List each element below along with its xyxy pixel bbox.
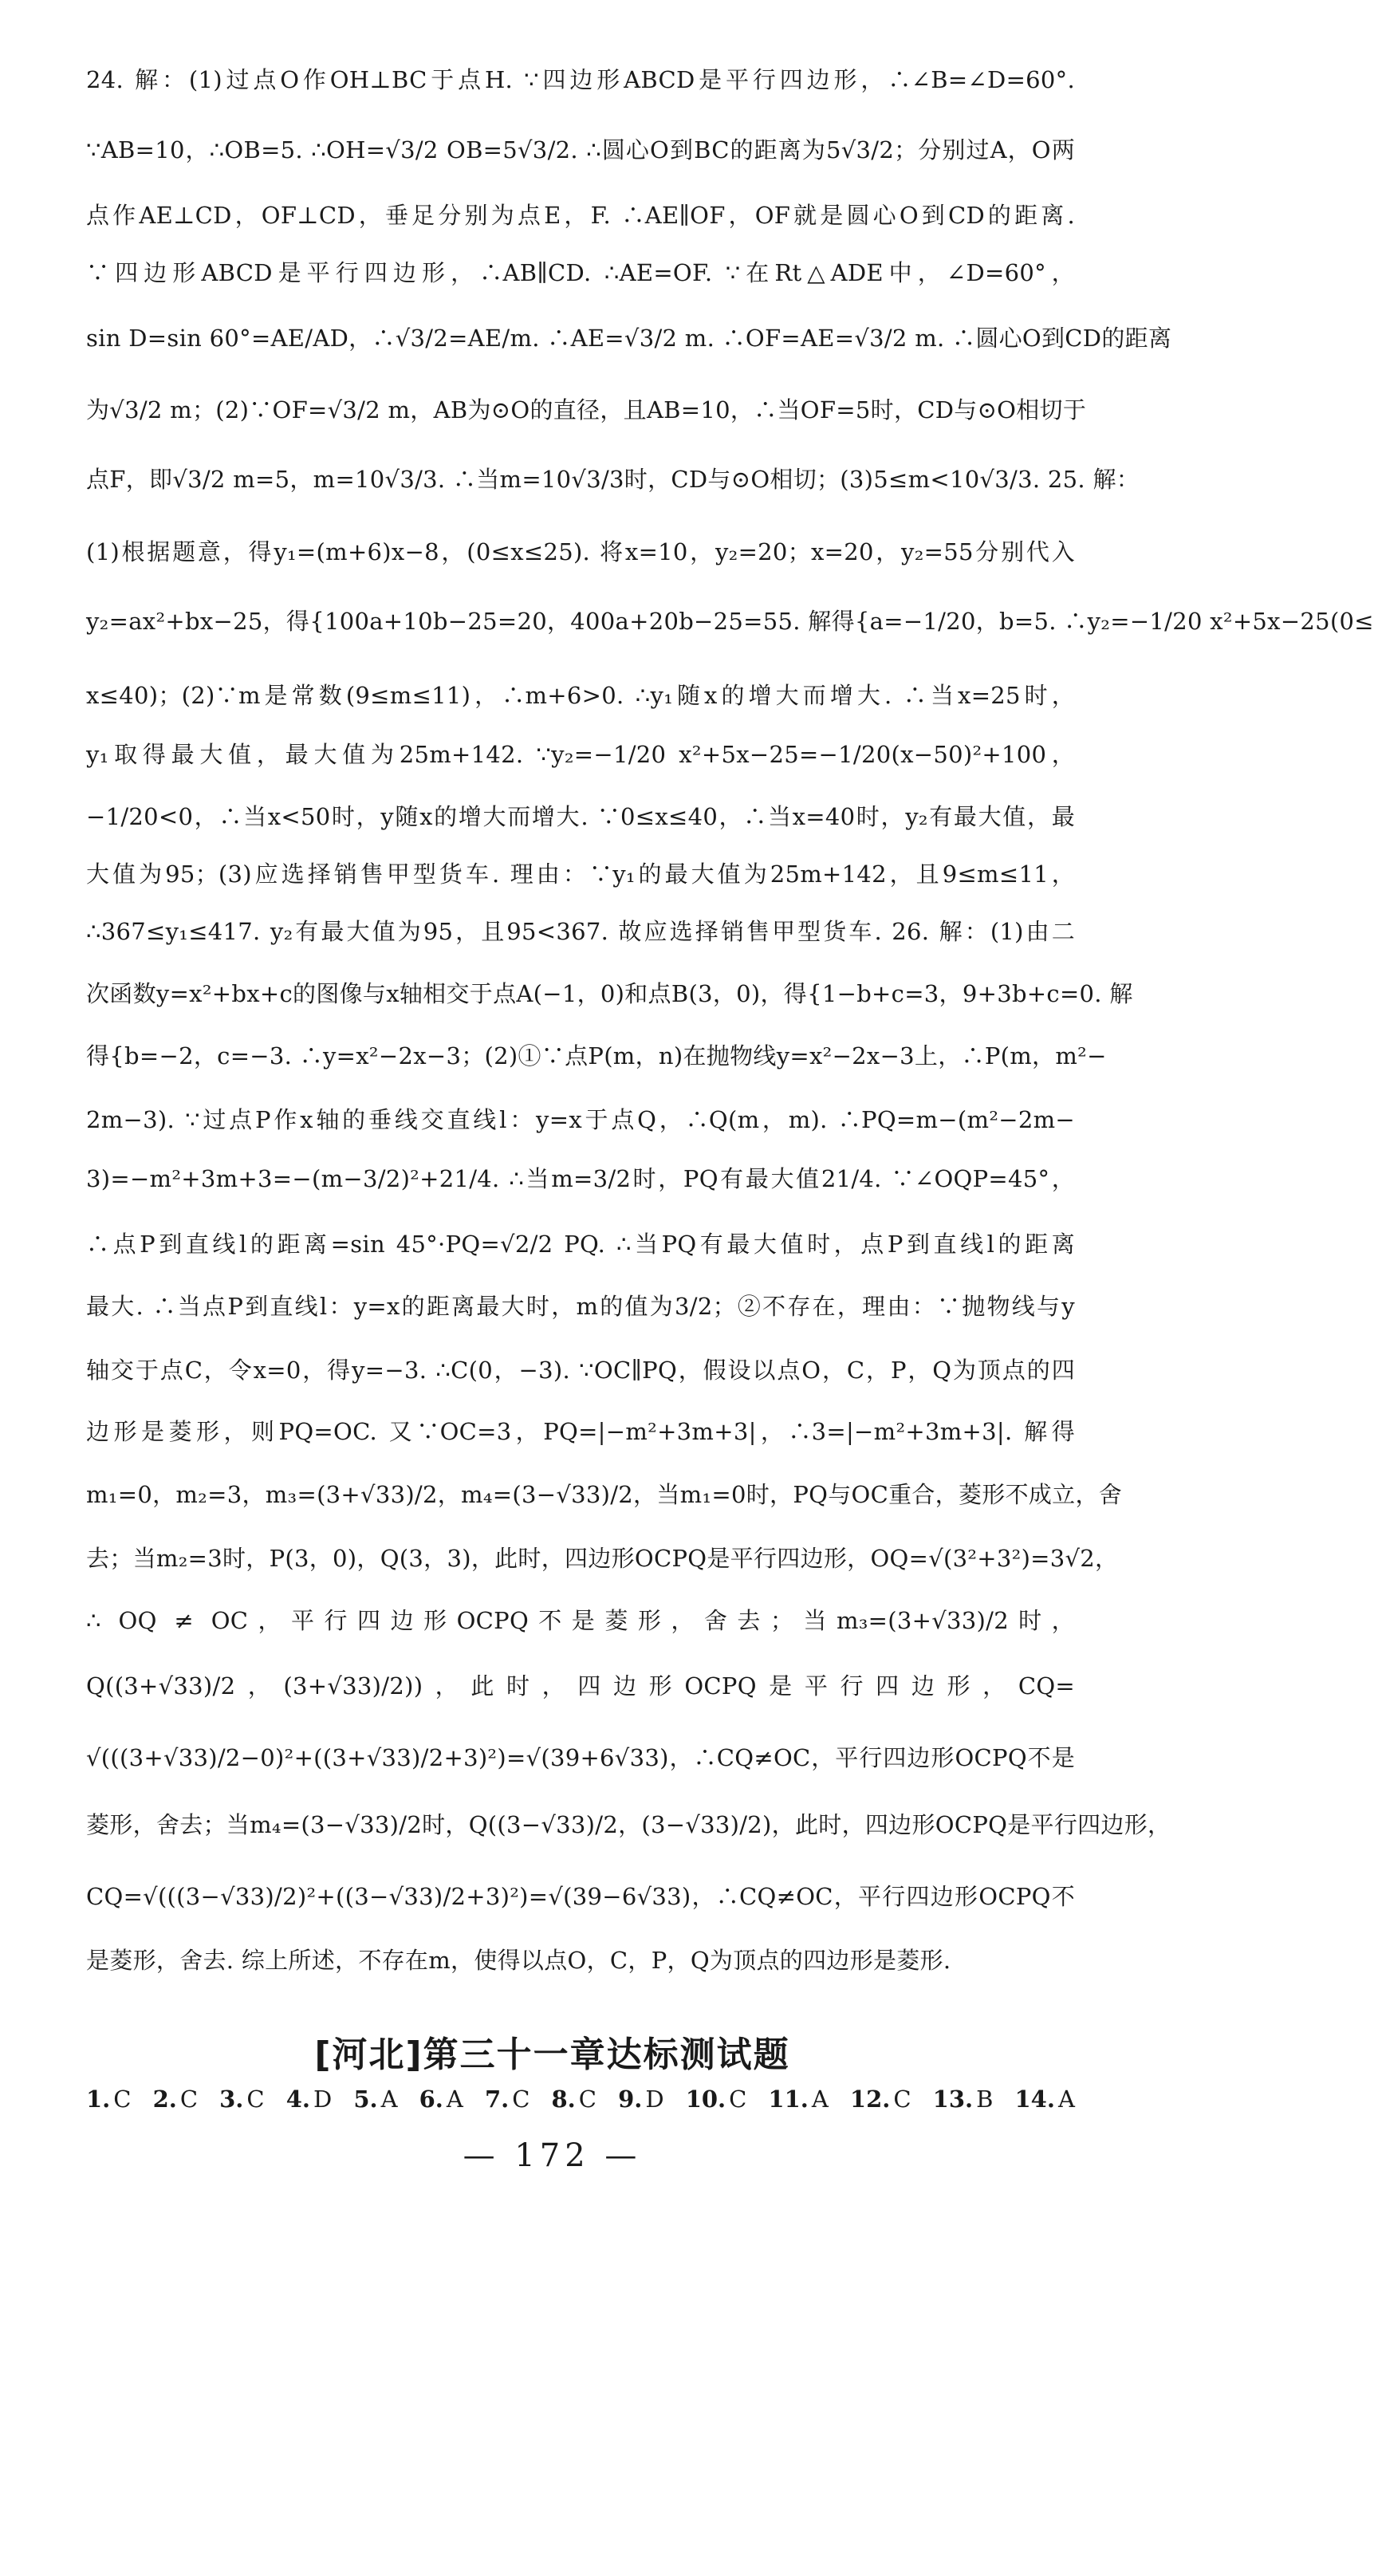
solution-line: 轴交于点C，令x=0，得y=−3. ∴C(0，−3). ∵OC∥PQ，假设以点O，C，P，Q为顶点的四 (86, 1357, 1075, 1384)
answer-number: 7. (484, 2086, 510, 2113)
answer-item (485, 2086, 530, 2113)
answer-item (686, 2086, 747, 2113)
answer-item (1014, 2086, 1074, 2113)
answer-number: 13. (932, 2086, 974, 2113)
solution-line: y₁取得最大值，最大值为25m+142. ∵y₂=−1/20 x²+5x−25=−1/20(x−50)²+100， (86, 741, 1075, 768)
solution-line: 是菱形，舍去. 综上所述，不存在m，使得以点O，C，P，Q为顶点的四边形是菱形. (86, 1947, 951, 1974)
solution-line: 最大. ∴当点P到直线l：y=x的距离最大时，m的值为3/2；②不存在，理由：∵抛物线与y (86, 1293, 1075, 1320)
solution-line: 大值为95；(3)应选择销售甲型货车. 理由：∵y₁的最大值为25m+142，且9≤m≤11， (86, 861, 1075, 888)
solution-line: 24. 解：(1)过点O作OH⊥BC于点H. ∵四边形ABCD是平行四边形，∴∠B=∠D=60°. (86, 66, 1075, 93)
solution-line: ∴ OQ ≠ OC，平行四边形OCPQ不是菱形，舍去；当m₃=(3+√33)/2时， (86, 1607, 1075, 1634)
answer-choice: B (976, 2086, 994, 2113)
answer-choice: C (113, 2086, 132, 2113)
answer-number: 11. (768, 2086, 809, 2113)
answer-choice: C (578, 2086, 596, 2113)
answer-choice: C (246, 2086, 265, 2113)
solution-line: 得{b=−2，c=−3. ∴y=x²−2x−3；(2)①∵点P(m，n)在抛物线y=x²−2x−3上，∴P(m，m²− (86, 1042, 1107, 1069)
solution-line: 2m−3). ∵过点P作x轴的垂线交直线l：y=x于点Q，∴Q(m，m). ∴PQ=m−(m²−2m− (86, 1106, 1075, 1133)
answer-number: 4. (285, 2086, 310, 2113)
solution-line: ∴367≤y₁≤417. y₂有最大值为95，且95<367. 故应选择销售甲型货车. 26. 解：(1)由二 (86, 918, 1075, 945)
solution-line: Q((3+√33)/2，(3+√33)/2))，此时，四边形OCPQ是平行四边形，CQ= (86, 1672, 1075, 1700)
answer-number: 9. (618, 2086, 643, 2113)
answer-item (86, 2086, 131, 2113)
answer-number: 6. (419, 2086, 443, 2113)
solution-line: ∵AB=10，∴OB=5. ∴OH=√3/2 OB=5√3/2. ∴圆心O到BC的距离为5√3/2；分别过A，O两 (86, 136, 1075, 163)
answer-number: 10. (685, 2086, 726, 2113)
solution-line: y₂=ax²+bx−25，得{100a+10b−25=20，400a+20b−25=55. 解得{a=−1/20，b=5. ∴y₂=−1/20 x²+5x−25(0≤ (86, 608, 1374, 635)
solution-line: 3)=−m²+3m+3=−(m−3/2)²+21/4. ∴当m=3/2时，PQ有最大值21/4. ∵∠OQP=45°， (86, 1165, 1075, 1192)
solution-line: x≤40)；(2)∵m是常数(9≤m≤11)，∴m+6>0. ∴y₁随x的增大而增大. ∴当x=25时， (86, 682, 1075, 709)
solution-line: 点F，即√3/2 m=5，m=10√3/3. ∴当m=10√3/3时，CD与⊙O相切；(3)5≤m<10√3/3. 25. 解： (86, 466, 1140, 493)
solution-line: ∴点P到直线l的距离=sin 45°·PQ=√2/2 PQ. ∴当PQ有最大值时，点P到直线l的距离 (86, 1231, 1075, 1258)
section-title: [河北]第三十一章达标测试题 (314, 2034, 790, 2075)
answer-number: 5. (353, 2086, 378, 2113)
answer-choice: C (512, 2086, 530, 2113)
answer-choice: A (446, 2086, 463, 2113)
answer-choice: C (179, 2086, 199, 2113)
solution-line: (1)根据题意，得y₁=(m+6)x−8，(0≤x≤25). 将x=10，y₂=20；x=20，y₂=55分别代入 (86, 538, 1075, 565)
answer-item (353, 2086, 397, 2113)
answer-item (850, 2086, 911, 2113)
answer-row (86, 2086, 1075, 2113)
page-number: — 172 — (463, 2137, 642, 2174)
answer-number: 2. (152, 2086, 177, 2113)
solution-line: ∵四边形ABCD是平行四边形，∴AB∥CD. ∴AE=OF. ∵在Rt△ADE中，∠D=60°， (86, 259, 1075, 286)
answer-number: 3. (219, 2086, 244, 2113)
answer-choice: C (729, 2086, 747, 2113)
answer-item (552, 2086, 596, 2113)
solution-line: sin D=sin 60°=AE/AD，∴√3/2=AE/m. ∴AE=√3/2 m. ∴OF=AE=√3/2 m. ∴圆心O到CD的距离 (86, 325, 1172, 352)
answer-item (286, 2086, 333, 2113)
answer-item (219, 2086, 264, 2113)
answer-choice: A (811, 2086, 829, 2113)
answer-item (153, 2086, 198, 2113)
answer-choice: D (645, 2086, 664, 2113)
solution-line: 为√3/2 m；(2)∵OF=√3/2 m，AB为⊙O的直径，且AB=10，∴当OF=5时，CD与⊙O相切于 (86, 396, 1087, 423)
answer-choice: C (893, 2086, 911, 2113)
answer-choice: A (1057, 2086, 1075, 2113)
answer-number: 12. (849, 2086, 891, 2113)
answer-choice: D (313, 2086, 333, 2113)
solution-line: √(((3+√33)/2−0)²+((3+√33)/2+3)²)=√(39+6√33)，∴CQ≠OC，平行四边形OCPQ不是 (86, 1744, 1075, 1771)
solution-line: 菱形，舍去；当m₄=(3−√33)/2时，Q((3−√33)/2，(3−√33)/2)，此时，四边形OCPQ是平行四边形， (86, 1811, 1171, 1838)
answer-number: 14. (1014, 2086, 1055, 2113)
answer-number: 8. (551, 2086, 576, 2113)
answer-number: 1. (86, 2086, 111, 2113)
answer-item (768, 2086, 828, 2113)
answer-item (419, 2086, 463, 2113)
answer-item (933, 2086, 994, 2113)
solution-line: CQ=√(((3−√33)/2)²+((3−√33)/2+3)²)=√(39−6√33)，∴CQ≠OC，平行四边形OCPQ不 (86, 1883, 1075, 1910)
solution-line: m₁=0，m₂=3，m₃=(3+√33)/2，m₄=(3−√33)/2，当m₁=0时，PQ与OC重合，菱形不成立，舍 (86, 1481, 1123, 1508)
solution-line: −1/20<0，∴当x<50时，y随x的增大而增大. ∵0≤x≤40，∴当x=40时，y₂有最大值，最 (86, 803, 1075, 830)
answer-choice: A (380, 2086, 398, 2113)
solution-line: 次函数y=x²+bx+c的图像与x轴相交于点A(−1，0)和点B(3，0)，得{1−b+c=3，9+3b+c=0. 解 (86, 980, 1133, 1007)
solution-line: 去；当m₂=3时，P(3，0)，Q(3，3)，此时，四边形OCPQ是平行四边形，OQ=√(3²+3²)=3√2， (86, 1545, 1119, 1572)
solution-line: 点作AE⊥CD，OF⊥CD，垂足分别为点E，F. ∴AE∥OF，OF就是圆心O到CD的距离. (86, 202, 1075, 229)
solution-line: 边形是菱形，则PQ=OC. 又∵OC=3，PQ=|−m²+3m+3|，∴3=|−m²+3m+3|. 解得 (86, 1418, 1075, 1445)
answer-item (618, 2086, 664, 2113)
